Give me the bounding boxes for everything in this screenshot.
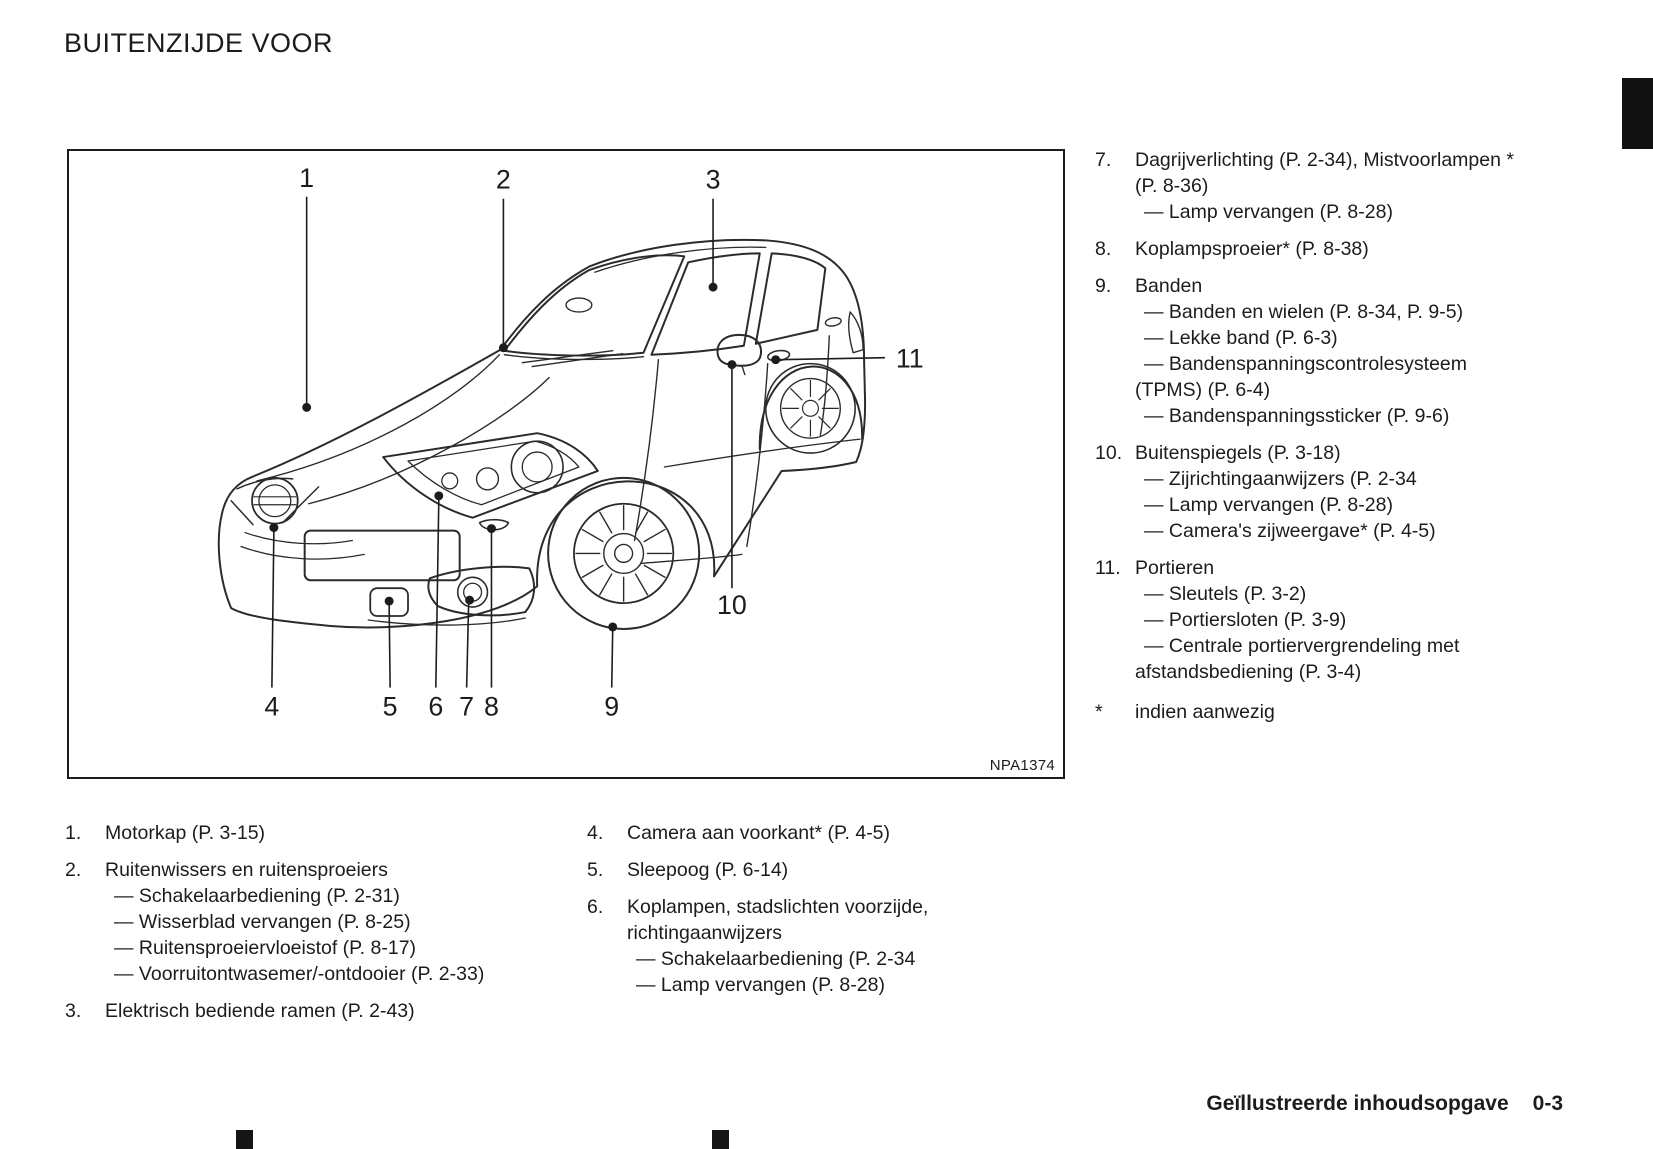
item-number: 9. [1095, 275, 1112, 297]
item-subentry: — Portiersloten (P. 3-9) [1144, 609, 1347, 631]
item-subentry: — Lamp vervangen (P. 8-28) [1144, 494, 1393, 516]
section-tab-marker [1622, 78, 1653, 149]
callout-10: 10 [717, 590, 747, 621]
legend-item-7 [1095, 147, 1515, 225]
callout-2: 2 [495, 164, 511, 195]
legend-column-2 [587, 820, 932, 1009]
legend-item-1 [65, 820, 505, 846]
item-text: Motorkap (P. 3-15) [105, 822, 266, 844]
callout-9: 9 [604, 691, 620, 722]
item-text: Dagrijverlichting (P. 2-34), Mistvoorlampen * (P. 8-36) [1135, 149, 1514, 197]
fog-lamp [428, 567, 534, 616]
figure-box [67, 149, 1065, 779]
item-subentry: — Bandenspanningssticker (P. 9-6) [1144, 405, 1450, 427]
item-subentry: — Voorruitontwasemer/-ontdooier (P. 2-33) [114, 963, 485, 985]
callout-5: 5 [382, 691, 398, 722]
item-number: 5. [587, 859, 604, 881]
print-registration-mark [236, 1130, 253, 1149]
item-subentry: — Banden en wielen (P. 8-34, P. 9-5) [1144, 301, 1464, 323]
callout-1: 1 [299, 162, 315, 193]
page-footer [1206, 1092, 1563, 1116]
item-subentry: — Centrale portiervergrendeling met afstandsbediening (P. 3-4) [1135, 635, 1460, 683]
rear-door-window [756, 253, 826, 343]
sill-line [642, 554, 742, 563]
callout-3: 3 [705, 164, 721, 195]
item-number: 7. [1095, 149, 1112, 171]
item-subentry: — Lamp vervangen (P. 8-28) [1144, 201, 1393, 223]
callout-7: 7 [459, 691, 475, 722]
item-subentry: — Lamp vervangen (P. 8-28) [636, 974, 885, 996]
callout-numbers [264, 163, 923, 722]
mirror-stalk [742, 366, 745, 375]
legend-item-3 [65, 998, 505, 1024]
item-number: 2. [65, 859, 82, 881]
item-text: Ruitenwissers en ruitensproeiers [105, 859, 388, 881]
item-text: Sleepoog (P. 6-14) [627, 859, 789, 881]
legend-item-8 [1095, 236, 1515, 262]
legend-column-1 [65, 820, 505, 1035]
footnote [1095, 699, 1515, 725]
item-number: 1. [65, 822, 82, 844]
item-text: Buitenspiegels (P. 3-18) [1135, 442, 1341, 464]
item-number: 11. [1095, 557, 1121, 579]
item-subentry: — Wisserblad vervangen (P. 8-25) [114, 911, 411, 933]
item-subentry: — Schakelaarbediening (P. 2-34 [636, 948, 916, 970]
item-subentry: — Camera's zijweergave* (P. 4-5) [1144, 520, 1436, 542]
far-side-mirror [566, 298, 592, 312]
item-text: Koplampen, stadslichten voorzijde, richtingaanwijzers [627, 896, 929, 944]
item-text: Portieren [1135, 557, 1215, 579]
item-body [1135, 555, 1515, 685]
item-number: 8. [1095, 238, 1112, 260]
legend-item-5 [587, 857, 932, 883]
front-door-window [651, 253, 759, 354]
side-character-line [664, 439, 860, 467]
item-subentry: — Lekke band (P. 6-3) [1144, 327, 1338, 349]
legend-item-11 [1095, 555, 1515, 685]
legend-column-3 [1095, 147, 1515, 725]
callout-4: 4 [264, 691, 280, 722]
callout-6: 6 [428, 691, 444, 722]
item-body [1135, 147, 1515, 225]
item-text: Koplampsproeier* (P. 8-38) [1135, 238, 1369, 260]
legend-item-9 [1095, 273, 1515, 429]
item-text: Banden [1135, 275, 1203, 297]
callout-dots [269, 283, 780, 632]
item-body [1135, 273, 1515, 429]
license-plate [305, 531, 460, 581]
item-number: 6. [587, 896, 604, 918]
item-body [627, 894, 932, 998]
item-subentry: — Sleutels (P. 3-2) [1144, 583, 1307, 605]
callout-11: 11 [895, 343, 924, 374]
rear-door-handle [825, 317, 842, 328]
fender-crease [309, 378, 549, 504]
item-text: Camera aan voorkant* (P. 4-5) [627, 822, 891, 844]
door-mirror [717, 335, 761, 366]
rear-wheel [766, 364, 855, 453]
item-number: 3. [65, 1000, 82, 1022]
roof-drip-line [595, 247, 766, 272]
footnote-text: indien aanwezig [1135, 701, 1275, 723]
legend-item-2 [65, 857, 505, 987]
print-registration-mark [712, 1130, 729, 1149]
legend-item-4 [587, 820, 932, 846]
footnote-asterisk: * [1095, 701, 1103, 723]
car-exterior-diagram [69, 151, 1063, 777]
item-number: 4. [587, 822, 604, 844]
legend-item-6 [587, 894, 932, 998]
front-wheel [548, 478, 699, 629]
callout-8: 8 [484, 691, 499, 722]
footer-page-number: 0-3 [1532, 1092, 1563, 1115]
item-subentry: — Zijrichtingaanwijzers (P. 2-34 [1144, 468, 1417, 490]
item-subentry: — Schakelaarbediening (P. 2-31) [114, 885, 400, 907]
item-body [1135, 440, 1515, 544]
item-subentry: — Ruitensproeiervloeistof (P. 8-17) [114, 937, 417, 959]
legend-item-10 [1095, 440, 1515, 544]
car-drawing [219, 240, 865, 629]
page-title: BUITENZIJDE VOOR [64, 28, 334, 58]
item-body [105, 857, 505, 987]
footer-section-title: Geïllustreerde inhoudsopgave [1206, 1092, 1509, 1115]
item-text: Elektrisch bediende ramen (P. 2-43) [105, 1000, 415, 1022]
front-grille [231, 478, 364, 559]
figure-code: NPA1374 [989, 757, 1055, 774]
item-number: 10. [1095, 442, 1123, 464]
item-subentry: — Bandenspanningscontrolesysteem (TPMS) (P. 6-4) [1135, 353, 1468, 401]
